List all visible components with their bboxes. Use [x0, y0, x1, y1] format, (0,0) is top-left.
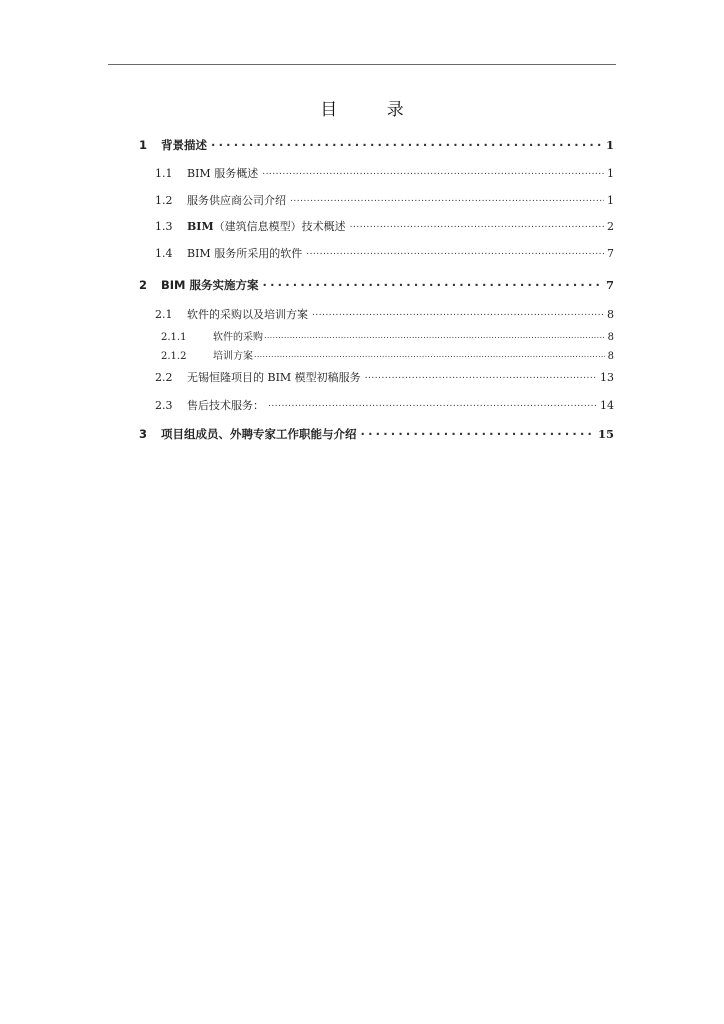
- toc-entry-label: BIM 服务实施方案: [161, 278, 259, 292]
- toc-entry-page: 1: [607, 167, 614, 180]
- toc-entry-number: 1.3: [155, 220, 173, 233]
- toc-entry-page: 1: [607, 194, 614, 207]
- toc-entry-number: 2.3: [155, 399, 173, 412]
- toc-entry-number: 2.1.2: [161, 351, 187, 362]
- dot-leader: [312, 307, 604, 318]
- dot-leader: [254, 349, 605, 359]
- toc-entry-page: 8: [607, 308, 614, 321]
- toc-entry-number: 2.1.1: [161, 332, 187, 343]
- toc-entry-number: 2: [139, 278, 148, 292]
- toc-entry-label: [187, 218, 346, 234]
- toc-entry-page: 7: [605, 278, 614, 292]
- toc-entry[interactable]: [155, 369, 614, 385]
- toc-entry-number: 2.2: [155, 371, 173, 384]
- toc-entry-number: 1.1: [155, 167, 173, 180]
- dot-leader: [211, 138, 603, 150]
- dot-leader: [290, 193, 604, 204]
- toc-entry-page: 15: [597, 427, 614, 441]
- toc-entry-number: 1: [139, 138, 148, 152]
- toc-entry-page: 8: [607, 332, 614, 343]
- toc-entry-page: 2: [607, 220, 614, 233]
- toc-entry[interactable]: [155, 397, 614, 413]
- toc-entry-page: 1: [605, 138, 614, 152]
- toc-entry-number: 2.1: [155, 308, 173, 321]
- toc-entry[interactable]: [161, 328, 614, 343]
- dot-leader: [365, 370, 597, 381]
- toc-entry-number: 1.4: [155, 247, 173, 260]
- dot-leader: [268, 398, 597, 409]
- toc-title: 目 录: [320, 100, 426, 120]
- toc-entry[interactable]: [139, 277, 614, 293]
- dot-leader: [361, 427, 595, 439]
- dot-leader: [264, 330, 605, 340]
- toc-entry-label: 培训方案: [213, 351, 253, 362]
- toc-entry-label: 售后技术服务：: [187, 399, 264, 412]
- toc-entry-page: 7: [607, 247, 614, 260]
- toc-entry[interactable]: [155, 218, 614, 234]
- toc-entry-label: 项目组成员、外聘专家工作职能与介绍: [161, 427, 357, 441]
- toc-entry-label: 服务供应商公司介绍: [187, 194, 286, 207]
- dot-leader: [263, 278, 603, 290]
- toc-entry[interactable]: [161, 347, 614, 362]
- toc-entry-page: 13: [600, 371, 614, 384]
- toc-entry[interactable]: [155, 165, 614, 181]
- toc-entry-number: 1.2: [155, 194, 173, 207]
- toc-entry-label-bold: BIM: [187, 220, 214, 233]
- toc-entry-label-rest: （建筑信息模型）技术概述: [213, 220, 346, 233]
- toc-entry-page: 8: [607, 351, 614, 362]
- toc-entry-label: 软件的采购: [213, 332, 263, 343]
- toc-entry-label: 无锡恒隆项目的 BIM 模型初稿服务: [187, 371, 361, 384]
- toc-entry[interactable]: [155, 192, 614, 208]
- toc-entry[interactable]: [155, 245, 614, 261]
- toc-entry[interactable]: [155, 306, 614, 322]
- toc-entry-page: 14: [600, 399, 614, 412]
- dot-leader: [306, 246, 604, 257]
- toc-entry[interactable]: [139, 137, 614, 153]
- toc-entry[interactable]: [139, 426, 614, 442]
- toc-entry-label: 软件的采购以及培训方案: [187, 308, 308, 321]
- toc-entry-label: 背景描述: [161, 138, 207, 152]
- toc-entry-label: BIM 服务概述: [187, 167, 259, 180]
- toc-entry-number: 3: [139, 427, 148, 441]
- dot-leader: [262, 166, 604, 177]
- dot-leader: [350, 219, 604, 230]
- toc-entry-label: BIM 服务所采用的软件: [187, 247, 303, 260]
